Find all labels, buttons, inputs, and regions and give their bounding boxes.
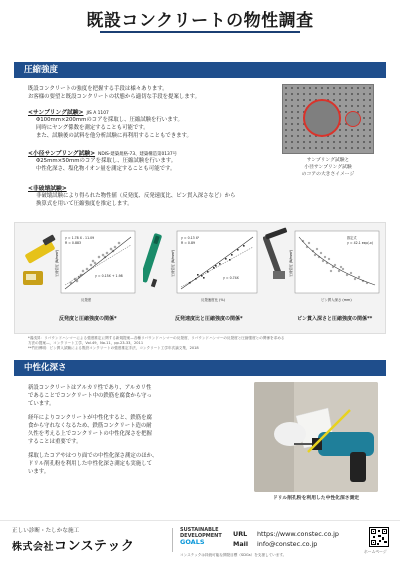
figure-rebound-velocity	[143, 227, 261, 317]
page-title: 既設コンクリートの物性調査	[86, 11, 314, 31]
figure-rebound-number	[21, 227, 139, 317]
subheading-nondestructive-test	[28, 183, 67, 192]
subheading-small-sampling-std: NDIS-建築規格-73、建築構造第0137号	[98, 152, 178, 157]
carbonation-p2-line-1: 経年によりコンクリートが中性化すると、鉄筋を腐	[28, 415, 152, 421]
nondestructive-figures-panel	[14, 222, 386, 334]
fig1-ylabel: 圧縮強度 (N/mm²)	[55, 249, 59, 277]
fig3-ylabel: 圧縮強度 (N/mm²)	[289, 249, 293, 277]
sdgs-line-1: SUSTAINABLE	[180, 527, 219, 533]
carbonation-p3-line-2: ドリル削孔粉を利用した中性化深さ測定も実施して	[28, 461, 152, 467]
company-prefix: 株式会社	[12, 542, 54, 553]
reference-note-2: 方法の提案—，コンクリート工学，Vol.49，No.11，pp.23-33，2011	[28, 341, 144, 345]
large-core-circle	[303, 99, 341, 137]
sdgs-logo	[180, 527, 222, 545]
drill-dust-photo	[254, 382, 378, 492]
gloved-hand	[274, 422, 306, 446]
nondestructive-line-2: 換算式を用いて圧縮強度を推定します。	[36, 201, 133, 207]
intro-line-2: お客様の要望と既設コンクリートの状態から適切な手段を提案します。	[28, 94, 200, 100]
fig1-eq1: y = 1.78 X - 11.09	[65, 236, 95, 240]
sampling-line-3: また、試験後の試料を他分析試験に再利用することもできます。	[36, 133, 192, 139]
fig2-eq1: y = 0.13 X²	[181, 236, 200, 240]
company-name: コンステック	[54, 539, 135, 554]
carbonation-p3-line-3: います。	[28, 469, 50, 475]
carbonation-p2-line-3: 久性を考える上でコンクリートの中性化深さを把握	[28, 431, 152, 437]
carbonation-p1-line-3: ています。	[28, 401, 55, 407]
sampling-line-2: 同時にヤング係数を測定することも可能です。	[36, 125, 149, 131]
reference-note-3: **竹田博明：ピン貫入試験による既設コンクリートの強度推定手法，コンクリート工学年次論文集，2018	[28, 346, 199, 350]
fig3-eq1: 推定式	[347, 236, 357, 240]
drill-handle	[350, 452, 366, 482]
core-photo-caption	[282, 157, 374, 178]
contact-mail	[233, 540, 317, 548]
drill-body	[318, 432, 374, 456]
section-heading-carbonation-depth: 中性化深さ	[14, 360, 386, 376]
core-size-photo	[282, 84, 374, 154]
small-core-circle	[345, 111, 361, 127]
carbonation-p3-line-1: 採取したコアやはつり面での中性化深さ測定のほか、	[28, 453, 158, 459]
footer-divider	[172, 528, 173, 552]
url-label: URL	[233, 530, 248, 538]
contact-url	[233, 530, 339, 538]
section-heading-compressive-strength: 圧縮強度	[14, 62, 386, 78]
company-slogan: 正しい診断・たしかな施工	[12, 528, 80, 534]
title-underline	[100, 31, 300, 33]
url-link[interactable]: https://www.constec.co.jp	[257, 530, 339, 538]
fig3-caption: ピン貫入深さと圧縮強度の関係**	[297, 316, 373, 322]
fig1-eq2: R = 0.883	[65, 241, 82, 245]
fig2-caption: 反発速度比と圧縮強度の関係*	[175, 316, 243, 322]
subheading-sampling-std: JIS A 1107	[86, 111, 109, 116]
sdgs-line-3: GOALS	[180, 538, 205, 546]
fig3-xlabel: ピン貫入深さ (mm)	[321, 298, 352, 302]
subheading-sampling-label: <サンプリング試験>	[28, 110, 84, 116]
nondestructive-line-1: 非破壊試験により得られた物性値（反発度、反発速度比、ピン貫入深さなど）から	[36, 193, 236, 199]
carbonation-p2-line-2: 食から守れなくなるため、鉄筋コンクリート造の耐	[28, 423, 152, 429]
core-photo-caption-line-2: 小径サンプリング試験	[304, 165, 352, 170]
velocity-hammer-icon	[143, 233, 162, 287]
drill-scene	[254, 382, 378, 492]
reference-note-1: *湯浅昇：リバウンドハンマーによる強度推定に関する新規提案—各種リバウンドハンマーの反発度、リバウンドハンマーの反発度と圧縮強度との関係を求める	[28, 336, 285, 340]
carbonation-p1-line-1: 新設コンクリートはアルカリ性であり、アルカリ性	[28, 385, 152, 391]
sdgs-note: コンステックは持続可能な開発目標（SDGs）を支援しています。	[180, 553, 287, 557]
subheading-small-sampling-test	[28, 148, 177, 157]
qr-code-pattern	[370, 528, 388, 546]
fig1-eq3: y = 0.15X + 1.98	[95, 274, 123, 278]
small-sampling-line-1: Φ25mm×50mmのコアを採取し、圧縮試験を行います。	[36, 158, 177, 164]
intro-line-1: 既設コンクリートの強度を把握する手段は様々あります。	[28, 86, 168, 92]
pin-tester-icon	[263, 227, 287, 279]
fig2-eq2: R = 0.89	[181, 241, 196, 245]
drill-photo-caption: ドリル削孔粉を利用した中性化深さ測定	[272, 496, 360, 501]
core-photo-caption-line-3: のコアの大きさイメージ	[301, 172, 355, 177]
fig2-eq3: y = 0.74X	[223, 276, 239, 280]
qr-note: ホームページ	[364, 549, 387, 554]
fig2-xlabel: 反発速度比 (%)	[201, 298, 225, 302]
title-area	[0, 6, 400, 34]
rebound-hammer-icon	[23, 234, 56, 285]
mail-link[interactable]: info@constec.co.jp	[257, 540, 318, 548]
qr-code[interactable]	[369, 527, 389, 547]
sdgs-line-2: DEVELOPMENT	[180, 533, 222, 539]
subheading-nondestructive-label: <非破壊試験>	[28, 186, 67, 192]
figure-pin-penetration	[263, 227, 383, 317]
carbonation-p2-line-4: することは重要です。	[28, 439, 82, 445]
carbonation-p1-line-2: であることでコンクリート中の鉄筋を腐食から守っ	[28, 393, 152, 399]
small-sampling-line-2: 中性化深さ、塩化物イオン量を測定することも可能です。	[36, 166, 176, 172]
sampling-line-1: Φ100mm×200mmのコアを採取し、圧縮試験を行います。	[36, 117, 183, 123]
fig3-eq2: y = 42.1 exp(-x)	[347, 241, 374, 245]
fig1-caption: 反発度と圧縮強度の関係*	[59, 316, 117, 322]
mail-label: Mail	[233, 540, 249, 548]
core-photo-caption-line-1: サンプリング試験と	[306, 158, 350, 163]
subheading-small-sampling-label: <小径サンプリング試験>	[28, 151, 96, 157]
fig2-ylabel: 圧縮強度 (N/mm²)	[171, 249, 175, 277]
fig1-xlabel: 反発度	[81, 298, 92, 302]
subheading-sampling-test	[28, 107, 109, 116]
company-logo	[12, 535, 134, 554]
